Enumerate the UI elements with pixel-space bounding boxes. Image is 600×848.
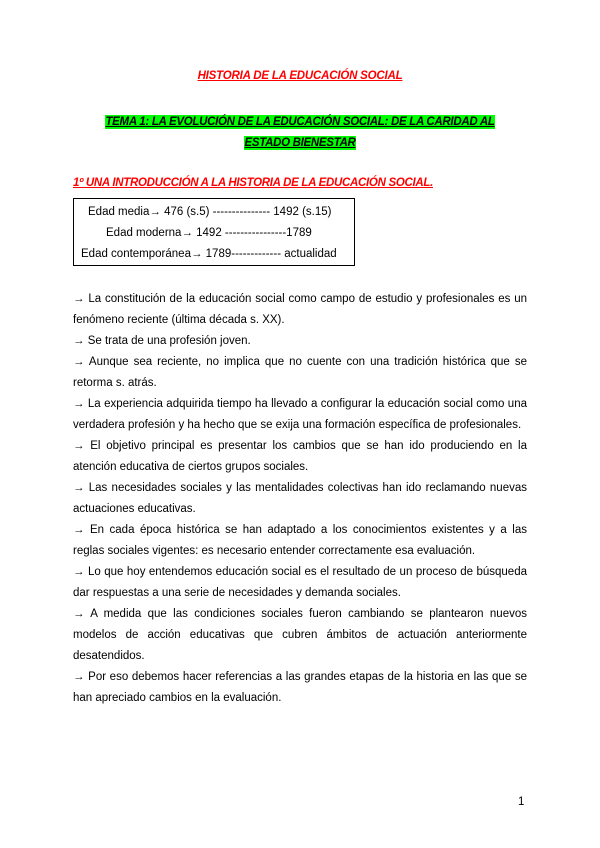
paragraph: → Las necesidades sociales y las mentalidades colectivas han ido reclamando nuevas actuaciones educativas.	[73, 482, 527, 515]
page-number: 1	[518, 796, 525, 808]
era-row-modern: Edad moderna→ 1492 ----------------1789	[106, 227, 312, 239]
theme-heading-line-2: ESTADO BIENESTAR	[244, 137, 356, 149]
theme-heading-line-1: TEMA 1: LA EVOLUCIÓN DE LA EDUCACIÓN SOCIAL: DE LA CARIDAD AL	[105, 116, 495, 128]
era-timeline-box	[73, 198, 355, 266]
paragraph: → La constitución de la educación social como campo de estudio y profesionales es un fenómeno reciente (última década s. XX).	[73, 293, 527, 326]
paragraph: → Por eso debemos hacer referencias a las grandes etapas de la historia en las que se han apreciado cambios en la evaluación.	[73, 671, 527, 704]
paragraph: → En cada época histórica se han adaptado a los conocimientos existentes y a las reglas sociales vigentes: es necesario entender correctamente esa evaluación.	[73, 524, 527, 557]
theme-heading	[60, 112, 540, 154]
era-row-medieval: Edad media→ 476 (s.5) --------------- 1492 (s.15)	[88, 206, 332, 218]
document-title: HISTORIA DE LA EDUCACIÓN SOCIAL	[197, 70, 403, 82]
paragraph: → Lo que hoy entendemos educación social es el resultado de un proceso de búsqueda dar respuestas a una serie de necesidades y demanda sociales.	[73, 566, 527, 599]
paragraph: → A medida que las condiciones sociales fueron cambiando se plantearon nuevos modelos de acción educativas que cubren ámbitos de actuación anteriormente desatendidos.	[73, 608, 527, 662]
body-paragraphs	[73, 289, 527, 709]
section-heading: 1º UNA INTRODUCCIÓN A LA HISTORIA DE LA EDUCACIÓN SOCIAL.	[73, 177, 434, 189]
paragraph: → Se trata de una profesión joven.	[73, 335, 251, 347]
paragraph: → Aunque sea reciente, no implica que no cuente con una tradición histórica que se retorma s. atrás.	[73, 356, 527, 389]
paragraph: → El objetivo principal es presentar los cambios que se han ido produciendo en la atención educativa de ciertos grupos sociales.	[73, 440, 527, 473]
paragraph: → La experiencia adquirida tiempo ha llevado a configurar la educación social como una verdadera profesión y ha hecho que se exija una formación específica de profesionales.	[73, 398, 527, 431]
era-row-contemporary: Edad contemporánea→ 1789------------- actualidad	[81, 248, 337, 260]
